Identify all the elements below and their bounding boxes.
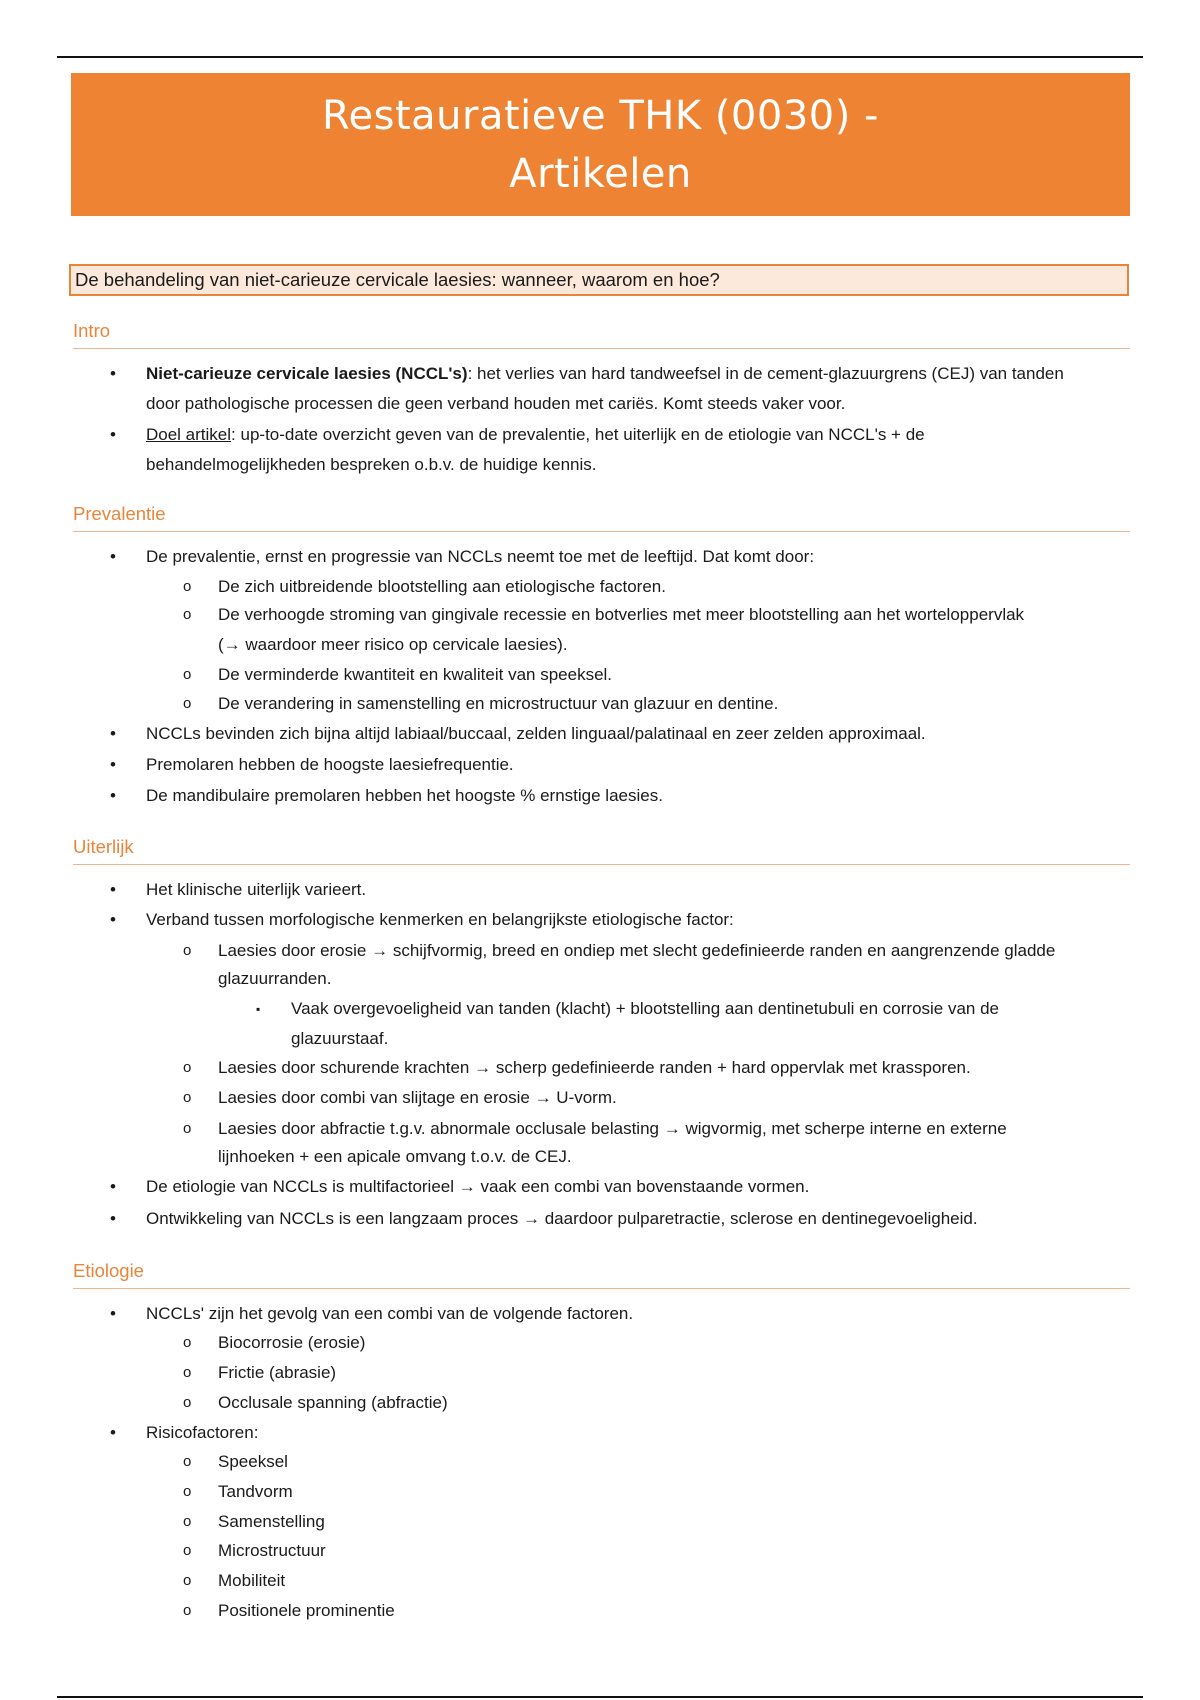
bullet-marker: • — [110, 724, 116, 743]
sub-bullet-marker: o — [183, 1059, 192, 1076]
sub-bullet-marker: o — [183, 666, 192, 683]
sub-sub-list-item: Vaak overgevoeligheid van tanden (klacht) + blootstelling aan dentinetubuli en corrosie van de — [291, 999, 1000, 1018]
heading-prevalentie: Prevalentie — [73, 501, 1130, 532]
sub-bullet-marker: o — [183, 578, 192, 595]
sub-bullet-marker: o — [183, 1120, 192, 1137]
sub-bullet-marker: o — [183, 942, 192, 959]
sub-list-item: Laesies door schurende krachten → scherp gedefinieerde randen + hard oppervlak met krassporen. — [218, 1058, 971, 1077]
title-line-1: Restauratieve THK (0030) - — [322, 92, 879, 139]
article-title: De behandeling van niet-carieuze cervicale laesies: wanneer, waarom en hoe? — [69, 264, 1129, 296]
title-line-2: Artikelen — [509, 150, 692, 197]
list-item: Het klinische uiterlijk varieert. — [146, 880, 367, 899]
heading-intro: Intro — [73, 318, 1130, 349]
term-definition: : het verlies van hard tandweefsel in de cement-glazuurgrens (CEJ) van tanden — [467, 364, 1064, 383]
heading-uiterlijk: Uiterlijk — [73, 834, 1130, 865]
top-rule — [57, 56, 1143, 58]
sub-list-item: De verandering in samenstelling en microstructuur van glazuur en dentine. — [218, 694, 779, 713]
sub-list-item: Laesies door erosie → schijfvormig, breed en ondiep met slecht gedefinieerde randen en aangrenzende gladde — [218, 941, 1056, 960]
bullet-marker: • — [110, 786, 116, 805]
bullet-marker: • — [110, 755, 116, 774]
list-item: De mandibulaire premolaren hebben het hoogste % ernstige laesies. — [146, 786, 663, 805]
sub-list-item-continued: lijnhoeken + een apicale omvang t.o.v. de CEJ. — [218, 1147, 572, 1166]
list-item: Ontwikkeling van NCCLs is een langzaam proces → daardoor pulparetractie, sclerose en dentinegevoeligheid. — [146, 1209, 978, 1228]
sub-sub-bullet-marker: ▪ — [256, 1002, 261, 1016]
term-abbrev: (NCCL's) — [395, 364, 468, 383]
list-item: Premolaren hebben de hoogste laesiefrequentie. — [146, 755, 514, 774]
risk-item: Samenstelling — [218, 1512, 325, 1531]
bullet-marker: • — [110, 1304, 116, 1323]
sub-list-item: De verhoogde stroming van gingivale recessie en botverlies met meer blootstelling aan het worteloppervlak — [218, 605, 1025, 624]
bullet-marker: • — [110, 364, 116, 383]
sub-bullet-marker: o — [183, 1364, 192, 1381]
document-title-banner — [71, 73, 1130, 216]
term-bold: Niet-carieuze cervicale laesies — [146, 364, 391, 383]
list-item: De prevalentie, ernst en progressie van NCCLs neemt toe met de leeftijd. Dat komt door: — [146, 547, 815, 566]
sub-bullet-marker: o — [183, 1394, 192, 1411]
sub-bullet-marker: o — [183, 1453, 192, 1470]
bullet-marker: • — [110, 547, 116, 566]
risk-item: Mobiliteit — [218, 1571, 286, 1590]
sub-bullet-marker: o — [183, 1334, 192, 1351]
list-item-continued: door pathologische processen die geen verband houden met cariës. Komt steeds vaker voor. — [146, 394, 846, 413]
bullet-marker: • — [110, 910, 116, 929]
heading-etiologie: Etiologie — [73, 1258, 1130, 1289]
factor-item: Biocorrosie (erosie) — [218, 1333, 366, 1352]
bullet-marker: • — [110, 425, 116, 444]
sub-bullet-marker: o — [183, 695, 192, 712]
sub-list-item: De zich uitbreidende blootstelling aan etiologische factoren. — [218, 577, 666, 596]
risk-item: Positionele prominentie — [218, 1601, 395, 1620]
sub-bullet-marker: o — [183, 1089, 192, 1106]
bullet-marker: • — [110, 1209, 116, 1228]
list-item: NCCLs bevinden zich bijna altijd labiaal/buccaal, zelden linguaal/palatinaal en zeer zelden approximaal. — [146, 724, 926, 743]
bullet-marker: • — [110, 880, 116, 899]
bullet-marker: • — [110, 1423, 116, 1442]
list-item: NCCLs' zijn het gevolg van een combi van de volgende factoren. — [146, 1304, 634, 1323]
list-item: Risicofactoren: — [146, 1423, 259, 1442]
bottom-rule — [57, 1696, 1143, 1698]
goal-label: Doel artikel — [146, 425, 232, 444]
bullet-marker: • — [110, 1177, 116, 1196]
sub-list-item: Laesies door abfractie t.g.v. abnormale occlusale belasting → wigvormig, met scherpe interne en externe — [218, 1119, 1007, 1138]
factor-item: Occlusale spanning (abfractie) — [218, 1393, 448, 1412]
sub-bullet-marker: o — [183, 1542, 192, 1559]
sub-list-item: Laesies door combi van slijtage en erosie → U-vorm. — [218, 1088, 617, 1107]
risk-item: Microstructuur — [218, 1541, 326, 1560]
sub-bullet-marker: o — [183, 1602, 192, 1619]
risk-item: Speeksel — [218, 1452, 288, 1471]
goal-text: : up-to-date overzicht geven van de prevalentie, het uiterlijk en de etiologie van NCCL's + de — [231, 425, 925, 444]
sub-bullet-marker: o — [183, 1513, 192, 1530]
sub-list-item-continued: glazuurranden. — [218, 969, 332, 988]
sub-bullet-marker: o — [183, 606, 192, 623]
list-item — [146, 421, 925, 449]
list-item-continued: behandelmogelijkheden bespreken o.b.v. de huidige kennis. — [146, 455, 597, 474]
sub-list-item: De verminderde kwantiteit en kwaliteit van speeksel. — [218, 665, 613, 684]
sub-sub-list-item-continued: glazuurstaaf. — [291, 1029, 389, 1048]
factor-item: Frictie (abrasie) — [218, 1363, 337, 1382]
list-item: Verband tussen morfologische kenmerken en belangrijkste etiologische factor: — [146, 910, 734, 929]
sub-bullet-marker: o — [183, 1483, 192, 1500]
sub-list-item-continued: (→ waardoor meer risico op cervicale laesies). — [218, 635, 568, 654]
risk-item: Tandvorm — [218, 1482, 293, 1501]
list-item: De etiologie van NCCLs is multifactorieel → vaak een combi van bovenstaande vormen. — [146, 1177, 810, 1196]
sub-bullet-marker: o — [183, 1572, 192, 1589]
list-item — [146, 360, 1064, 388]
